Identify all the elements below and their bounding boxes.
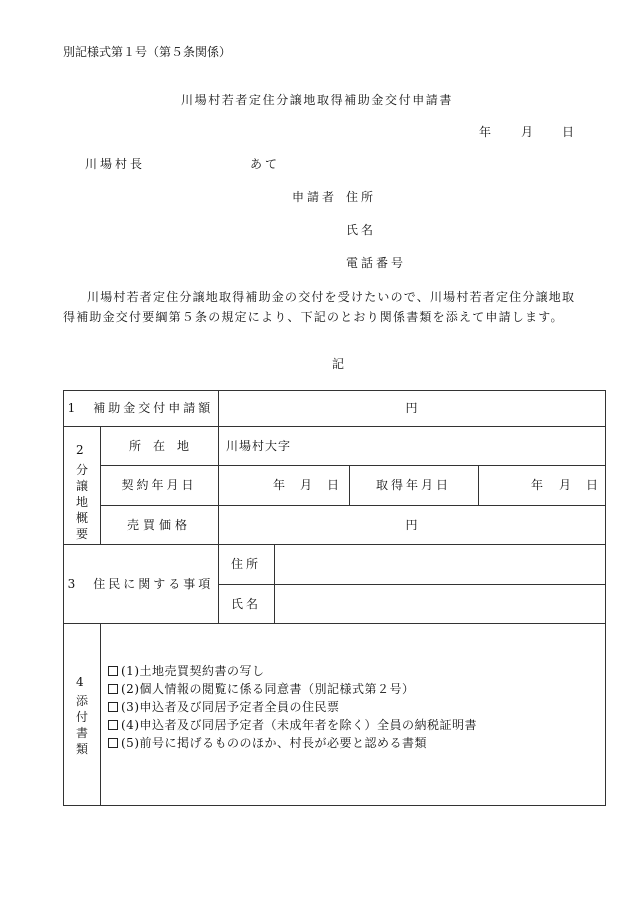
date-month-label: 月 [521,125,534,139]
price-field[interactable] [218,505,605,544]
attachment-text-4: (4)申込者及び同居予定者（未成年者を除く）全員の納税証明書 [121,718,478,732]
attachment-item [108,698,477,716]
contract-date-field[interactable] [218,465,349,505]
location-field[interactable] [218,426,605,465]
attachment-text-1: (1)土地売買契約書の写し [121,664,265,678]
subsidy-amount-unit: 円 [405,401,418,415]
checkbox-attachment-3[interactable] [108,702,118,712]
attachment-text-5: (5)前号に掲げるもののほか、村長が必要と認める書類 [121,736,428,750]
lot-overview-number: 2 [76,443,84,457]
applicant-phone-label: 電話番号 [346,256,407,270]
attachment-text-3: (3)申込者及び同居予定者全員の住民票 [121,700,340,714]
checkbox-attachment-5[interactable] [108,738,118,748]
body-paragraph: 川場村若者定住分譲地取得補助金の交付を受けたいので、川場村若者定住分譲地取得補助金交付要綱第５条の規定により、下記のとおり関係書類を添えて申請します。 [63,290,576,324]
date-year-label: 年 [479,125,492,139]
contract-year-label: 年 [273,478,286,492]
acquire-date-label: 取得年月日 [375,478,451,492]
subsidy-amount-label: 1 補助金交付申請額 [67,401,214,415]
acquire-year-label: 年 [531,478,544,492]
resident-name-field[interactable] [274,584,605,623]
attachment-item [108,680,477,698]
attachment-text-2: (2)個人情報の閲覧に係る同意書（別記様式第２号） [121,682,415,696]
attachments-number: 4 [76,675,84,689]
resident-matters-label: 3 住民に関する事項 [67,576,214,591]
ki-label: 記 [332,357,345,371]
form-title: 川場村若者定住分譲地取得補助金交付申請書 [181,93,454,107]
price-unit: 円 [405,517,418,532]
attachment-item [108,662,477,680]
contract-month-label: 月 [300,478,313,492]
form-number: 別記様式第１号（第５条関係） [63,45,232,59]
attachment-item [108,716,477,734]
price-label: 売買価格 [126,517,191,532]
date-day-label: 日 [562,125,575,139]
acquire-day-label: 日 [586,478,599,492]
checkbox-attachment-1[interactable] [108,666,118,676]
subsidy-amount-field[interactable] [218,390,605,426]
applicant-label: 申請者 [292,190,338,204]
checkbox-attachment-4[interactable] [108,720,118,730]
resident-address-label: 住所 [230,557,261,571]
contract-date-label: 契約年月日 [121,478,197,492]
acquire-month-label: 月 [559,478,572,492]
applicant-name-label: 氏名 [346,223,377,237]
resident-address-field[interactable] [274,544,605,584]
lot-overview-label: 分譲地概要 [75,463,88,541]
acquire-date-field[interactable] [478,465,605,505]
location-label: 所 在 地 [128,438,189,453]
location-value: 川場村大字 [226,438,292,453]
attachments-label: 添付書類 [75,694,88,756]
contract-day-label: 日 [327,478,340,492]
addressee-suffix: あて [250,157,281,171]
attachment-item [108,734,477,752]
checkbox-attachment-2[interactable] [108,684,118,694]
addressee-name: 川場村長 [85,157,146,171]
resident-name-label: 氏名 [230,596,261,611]
attachment-list [108,662,477,752]
applicant-address-label: 住所 [346,190,377,204]
